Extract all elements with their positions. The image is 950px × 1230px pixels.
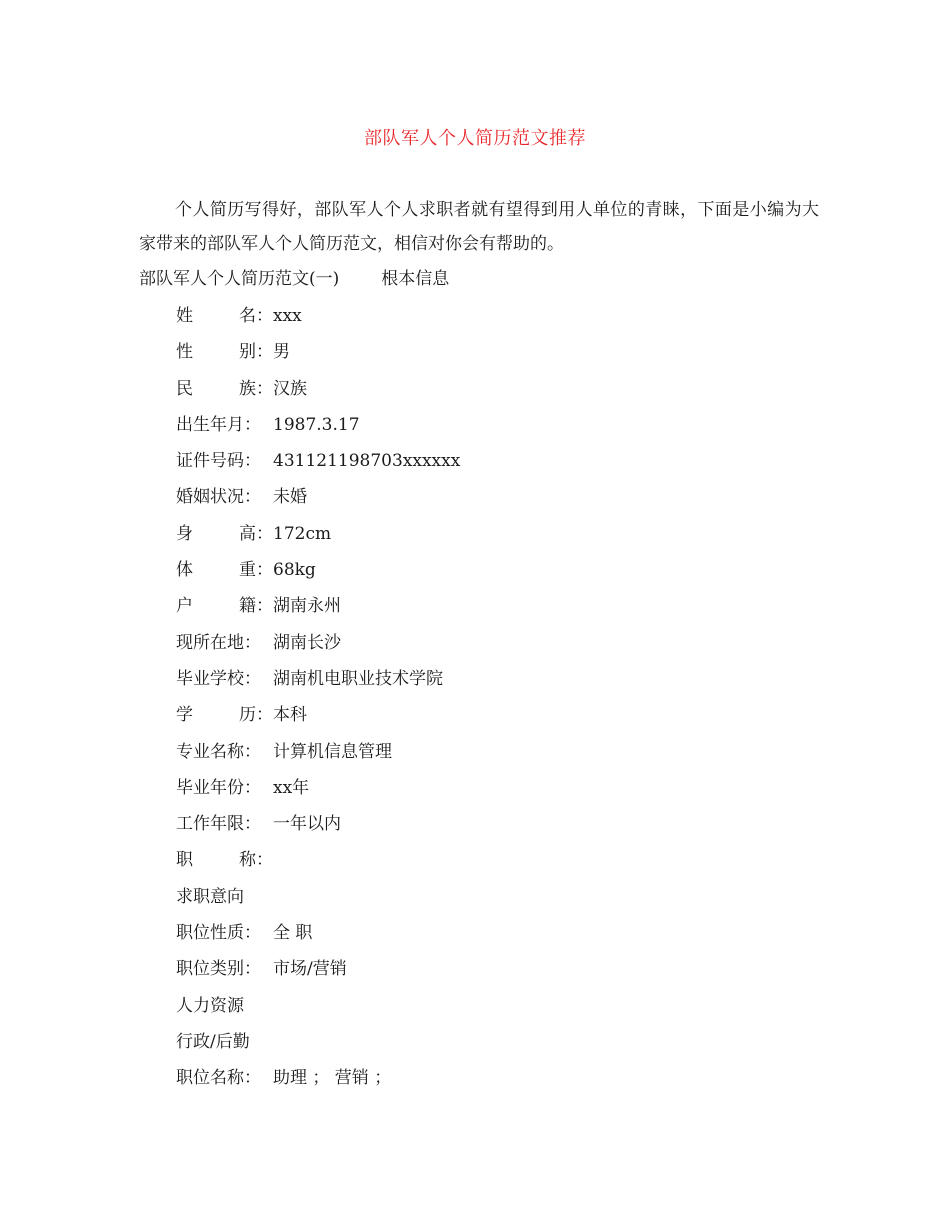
field-row-major [176, 739, 816, 775]
field-row-household-registration [176, 593, 816, 629]
field-value: 一年以内 [273, 814, 341, 835]
field-value: 湖南机电职业技术学院 [273, 668, 443, 689]
field-label: 专业名称： [176, 741, 261, 762]
field-value: 172cm [273, 523, 332, 544]
field-label: 证件号码： [176, 451, 261, 472]
field-label: 出生年月： [176, 414, 261, 435]
field-label: 毕业年份： [176, 777, 261, 798]
field-value: xxx [273, 306, 302, 326]
field-value: 湖南永州 [273, 596, 341, 617]
field-row-graduation-year [176, 775, 816, 811]
job-category-line [176, 1029, 816, 1065]
section-heading [139, 266, 449, 292]
field-label-char: 职 [176, 850, 193, 871]
field-label [176, 376, 273, 412]
resume-fields [176, 303, 816, 1102]
field-row-professional-title [176, 847, 816, 883]
field-value: 助理 ； 营销 ； [273, 1068, 392, 1089]
field-label: 毕业学校： [176, 668, 261, 689]
field-label [176, 593, 273, 629]
field-row-job-type [176, 920, 816, 956]
field-row-id-number [176, 448, 816, 484]
field-label [176, 303, 273, 339]
field-row-job-category [176, 956, 816, 992]
field-row-marital-status [176, 484, 816, 520]
section-title: 部队军人个人简历范文(一) [139, 269, 340, 289]
field-value: 计算机信息管理 [273, 741, 392, 762]
field-row-current-location [176, 630, 816, 666]
field-label-char: 学 [176, 705, 193, 726]
field-row-height [176, 521, 816, 557]
field-value: 431121198703xxxxxx [273, 451, 461, 472]
field-row-birth-date [176, 412, 816, 448]
field-value: 本科 [273, 705, 307, 726]
field-row-ethnicity [176, 376, 816, 412]
field-label-char: 历： [239, 705, 273, 726]
field-label-char: 性 [176, 342, 193, 363]
field-row-weight [176, 557, 816, 593]
job-category-line [176, 993, 816, 1029]
field-label-char: 族： [239, 378, 273, 399]
field-label [176, 702, 273, 738]
subsection-heading-job-intention [176, 884, 816, 920]
field-label-char: 民 [176, 378, 193, 399]
field-label: 婚姻状况： [176, 487, 261, 508]
field-label-char: 称： [239, 850, 273, 871]
field-label [176, 557, 273, 593]
field-value: xx年 [273, 777, 310, 798]
document-title: 部队军人个人简历范文推荐 [364, 128, 586, 149]
field-value: 男 [273, 342, 290, 363]
field-label-char: 身 [176, 523, 193, 544]
field-row-work-experience [176, 811, 816, 847]
field-label-char: 高： [239, 523, 273, 544]
section-subtitle: 根本信息 [381, 269, 450, 289]
field-value: 68kg [273, 560, 316, 581]
field-label: 职位类别： [176, 959, 261, 980]
field-row-job-title [176, 1065, 816, 1101]
field-label-char: 别： [239, 342, 273, 363]
field-label-char: 重： [239, 560, 273, 581]
field-label [176, 847, 273, 883]
field-row-name [176, 303, 816, 339]
field-row-education [176, 702, 816, 738]
field-value: 全 职 [273, 923, 313, 944]
field-label-char: 体 [176, 560, 193, 581]
field-label [176, 339, 273, 375]
subsection-text: 求职意向 [176, 886, 244, 907]
job-category-text: 人力资源 [176, 995, 244, 1016]
job-category-text: 行政/后勤 [176, 1031, 250, 1052]
field-label-char: 户 [176, 596, 193, 617]
field-label: 职位名称： [176, 1068, 261, 1089]
field-row-school [176, 666, 816, 702]
field-label [176, 521, 273, 557]
field-label: 职位性质： [176, 923, 261, 944]
field-value: 市场/营销 [273, 959, 347, 980]
field-value: 未婚 [273, 487, 307, 508]
field-value: 湖南长沙 [273, 632, 341, 653]
field-value: 汉族 [273, 378, 307, 399]
field-label-char: 籍： [239, 596, 273, 617]
field-label: 现所在地： [176, 632, 261, 653]
field-value: 1987.3.17 [273, 414, 360, 435]
field-label-char: 名： [239, 306, 273, 326]
intro-paragraph: 个人简历写得好，部队军人个人求职者就有望得到用人单位的青睐，下面是小编为大家带来的部队军人个人简历范文，相信对你会有帮助的。 [139, 200, 819, 254]
field-row-gender [176, 339, 816, 375]
field-label-char: 姓 [176, 306, 193, 326]
field-label: 工作年限： [176, 814, 261, 835]
